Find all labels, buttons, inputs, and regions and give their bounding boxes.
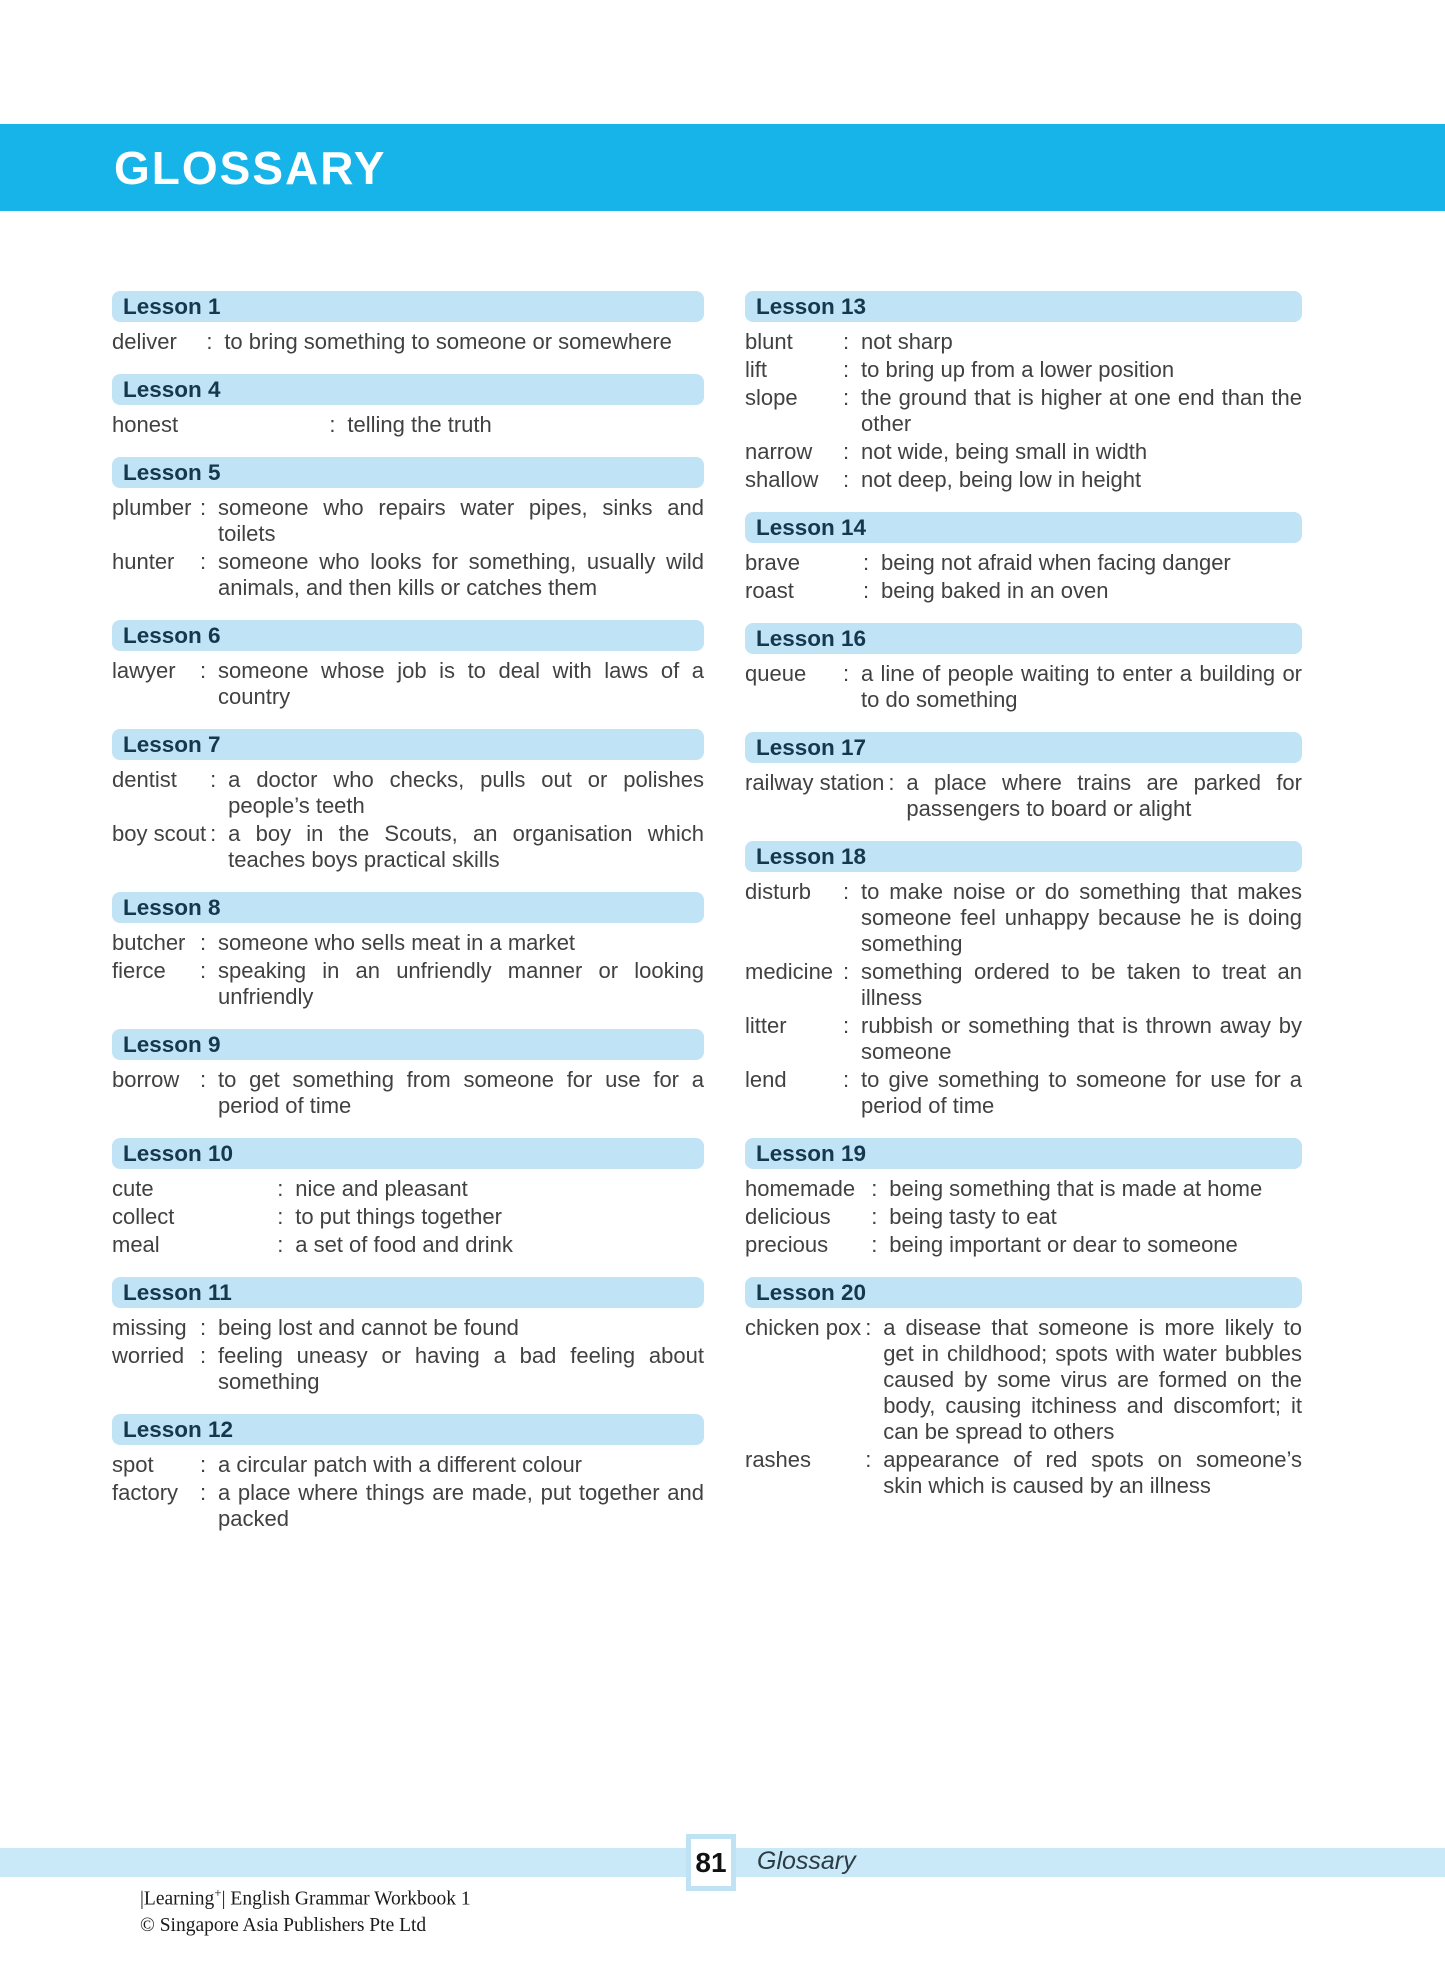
- entry-term-text: butcher: [112, 930, 186, 955]
- entry-definition: someone who repairs water pipes, sinks and toilets: [218, 495, 704, 546]
- glossary-entry: [112, 821, 704, 875]
- glossary-entry: [112, 1204, 704, 1232]
- entry-term: [745, 550, 863, 578]
- lesson-title: Lesson 6: [123, 622, 221, 648]
- entry-colon: :: [888, 770, 895, 795]
- lesson-section: [745, 732, 1302, 824]
- entry-term: [112, 1315, 200, 1343]
- entry-term: [112, 658, 200, 712]
- lesson-header-bar: [745, 841, 1302, 872]
- lesson-header-bar: [745, 623, 1302, 654]
- lesson-header-bar: [112, 457, 704, 488]
- glossary-entry: [112, 658, 704, 712]
- entry-colon: :: [843, 385, 850, 410]
- lesson-section: [112, 1414, 704, 1534]
- entry-definition: a circular patch with a different colour: [218, 1452, 582, 1477]
- entry-term-text: narrow: [745, 439, 813, 464]
- glossary-entry: [745, 1315, 1302, 1447]
- lesson-header-bar: [745, 291, 1302, 322]
- entry-term: [112, 1176, 277, 1204]
- lesson-entries: [745, 770, 1302, 824]
- entry-term: [745, 770, 888, 824]
- entry-term-text: hunter: [112, 549, 175, 574]
- entry-term-text: homemade: [745, 1176, 856, 1201]
- entry-colon: :: [200, 1480, 207, 1505]
- entry-term-text: brave: [745, 550, 801, 575]
- lesson-entries: [745, 329, 1302, 495]
- lesson-header-bar: [112, 729, 704, 760]
- entry-colon: :: [843, 661, 850, 686]
- entry-colon: :: [843, 467, 850, 492]
- entry-term-text: delicious: [745, 1204, 831, 1229]
- entry-term: [112, 1067, 200, 1121]
- lesson-title: Lesson 4: [123, 376, 221, 402]
- entry-colon: :: [206, 329, 213, 354]
- lesson-section: [745, 1138, 1302, 1260]
- entry-term-text: worried: [112, 1343, 185, 1368]
- entry-term: [745, 1013, 843, 1067]
- entry-term: [745, 1204, 871, 1232]
- entry-definition: to put things together: [295, 1204, 502, 1229]
- imprint-line1: [140, 1880, 471, 1913]
- lesson-section: [112, 729, 704, 875]
- entry-definition: to bring up from a lower position: [861, 357, 1175, 382]
- glossary-entry: [112, 1232, 704, 1260]
- lesson-entries: [112, 930, 704, 1012]
- entry-colon: :: [200, 930, 207, 955]
- entry-term-text: factory: [112, 1480, 179, 1505]
- entry-definition: being not afraid when facing danger: [880, 550, 1231, 575]
- entry-term-text: blunt: [745, 329, 793, 354]
- entry-definition: to give something to someone for use for a period of time: [861, 1067, 1302, 1118]
- entry-term: [745, 879, 843, 959]
- glossary-entry: [112, 1480, 704, 1534]
- entry-colon: :: [865, 1447, 872, 1472]
- glossary-entry: [745, 357, 1302, 385]
- imprint-sup: +: [214, 1885, 222, 1900]
- glossary-entry: [745, 385, 1302, 439]
- entry-term-text: meal: [112, 1232, 160, 1257]
- entry-term: [112, 767, 210, 821]
- entry-definition: someone whose job is to deal with laws of a country: [218, 658, 704, 709]
- lesson-entries: [112, 495, 704, 603]
- lesson-entries: [745, 550, 1302, 606]
- entry-definition: the ground that is higher at one end than the other: [861, 385, 1302, 436]
- entry-term-text: cute: [112, 1176, 154, 1201]
- entry-definition: a line of people waiting to enter a building or to do something: [861, 661, 1302, 712]
- glossary-content: [112, 291, 1302, 1551]
- lesson-section: [112, 291, 704, 357]
- entry-colon: :: [329, 412, 336, 437]
- lesson-section: [745, 623, 1302, 715]
- entry-colon: :: [200, 658, 207, 683]
- entry-term: [745, 1447, 865, 1501]
- glossary-entry: [745, 959, 1302, 1013]
- entry-definition: being baked in an oven: [880, 578, 1109, 603]
- glossary-entry: [112, 1067, 704, 1121]
- entry-definition: a disease that someone is more likely to get in childhood; spots with water bubbles caused by some virus are formed on the body, causing itchiness and discomfort; it can be spread to others: [883, 1315, 1302, 1444]
- glossary-entry: [745, 467, 1302, 495]
- entry-colon: :: [277, 1204, 284, 1229]
- entry-term-text: chicken pox: [745, 1315, 862, 1340]
- glossary-entry: [745, 1232, 1302, 1260]
- entry-colon: :: [843, 439, 850, 464]
- lesson-section: [745, 512, 1302, 606]
- lesson-title: Lesson 14: [756, 514, 867, 540]
- lesson-section: [112, 620, 704, 712]
- lesson-entries: [112, 412, 704, 440]
- lesson-header-bar: [745, 1277, 1302, 1308]
- entry-definition: to make noise or do something that makes someone feel unhappy because he is doing something: [861, 879, 1302, 956]
- footer-section-label: Glossary: [757, 1847, 856, 1875]
- glossary-column-left: [112, 291, 704, 1551]
- lesson-title: Lesson 20: [756, 1279, 867, 1305]
- lesson-section: [112, 1277, 704, 1397]
- entry-definition: to get something from someone for use for a period of time: [218, 1067, 704, 1118]
- entry-term-text: collect: [112, 1204, 175, 1229]
- glossary-entry: [112, 329, 704, 357]
- glossary-entry: [745, 770, 1302, 824]
- glossary-entry: [745, 1176, 1302, 1204]
- glossary-entry: [112, 1343, 704, 1397]
- entry-term-text: spot: [112, 1452, 154, 1477]
- entry-term-text: lend: [745, 1067, 787, 1092]
- lesson-entries: [112, 658, 704, 712]
- entry-term: [745, 1315, 865, 1447]
- entry-definition: someone who sells meat in a market: [218, 930, 576, 955]
- entry-definition: speaking in an unfriendly manner or looking unfriendly: [218, 958, 704, 1009]
- entry-definition: telling the truth: [347, 412, 492, 437]
- lesson-section: [112, 1029, 704, 1121]
- glossary-entry: [112, 1452, 704, 1480]
- lesson-entries: [112, 1176, 704, 1260]
- entry-colon: :: [843, 959, 850, 984]
- entry-term-text: medicine: [745, 959, 834, 984]
- entry-definition: nice and pleasant: [295, 1176, 468, 1201]
- lesson-entries: [112, 767, 704, 875]
- glossary-entry: [745, 879, 1302, 959]
- lesson-header-bar: [112, 1029, 704, 1060]
- entry-colon: :: [277, 1176, 284, 1201]
- entry-term: [745, 467, 843, 495]
- lesson-title: Lesson 1: [123, 293, 221, 319]
- entry-term-text: queue: [745, 661, 807, 686]
- entry-colon: :: [200, 958, 207, 983]
- entry-colon: :: [843, 879, 850, 904]
- imprint-brand: |Learning: [140, 1888, 215, 1910]
- lesson-title: Lesson 9: [123, 1031, 221, 1057]
- entry-term-text: shallow: [745, 467, 819, 492]
- lesson-entries: [745, 661, 1302, 715]
- glossary-entry: [745, 439, 1302, 467]
- entry-term-text: boy scout: [112, 821, 207, 846]
- entry-term-text: honest: [112, 412, 179, 437]
- lesson-header-bar: [112, 1138, 704, 1169]
- entry-term: [745, 578, 863, 606]
- lesson-title: Lesson 12: [123, 1416, 234, 1442]
- page-number-box: [686, 1834, 736, 1891]
- glossary-entry: [112, 1315, 704, 1343]
- glossary-entry: [745, 661, 1302, 715]
- lesson-entries: [112, 1452, 704, 1534]
- entry-colon: :: [871, 1204, 878, 1229]
- lesson-section: [112, 374, 704, 440]
- glossary-entry: [112, 412, 704, 440]
- entry-colon: :: [200, 1315, 207, 1340]
- glossary-entry: [745, 329, 1302, 357]
- page-banner: [0, 124, 1445, 211]
- entry-term: [745, 357, 843, 385]
- entry-term: [112, 1480, 200, 1534]
- page-number: 81: [695, 1846, 727, 1878]
- entry-definition: a place where trains are parked for passengers to board or alight: [906, 770, 1302, 821]
- entry-colon: :: [843, 357, 850, 382]
- lesson-title: Lesson 10: [123, 1140, 234, 1166]
- lesson-section: [745, 291, 1302, 495]
- lesson-header-bar: [112, 291, 704, 322]
- entry-term-text: railway station: [745, 770, 885, 795]
- entry-definition: being something that is made at home: [889, 1176, 1263, 1201]
- lesson-entries: [745, 879, 1302, 1121]
- entry-colon: :: [871, 1232, 878, 1257]
- entry-term-text: dentist: [112, 767, 177, 792]
- entry-definition: to bring something to someone or somewhere: [224, 329, 672, 354]
- lesson-header-bar: [112, 892, 704, 923]
- entry-definition: a doctor who checks, pulls out or polishes people’s teeth: [228, 767, 704, 818]
- entry-term-text: roast: [745, 578, 794, 603]
- entry-definition: not sharp: [861, 329, 953, 354]
- entry-term-text: plumber: [112, 495, 192, 520]
- lesson-title: Lesson 18: [756, 843, 867, 869]
- glossary-entry: [112, 767, 704, 821]
- entry-term-text: missing: [112, 1315, 187, 1340]
- entry-term: [112, 549, 200, 603]
- entry-colon: :: [843, 329, 850, 354]
- entry-term-text: slope: [745, 385, 798, 410]
- entry-term: [112, 958, 200, 1012]
- entry-term-text: rashes: [745, 1447, 812, 1472]
- entry-definition: something ordered to be taken to treat an illness: [861, 959, 1302, 1010]
- entry-definition: rubbish or something that is thrown away by someone: [861, 1013, 1302, 1064]
- glossary-entry: [745, 1067, 1302, 1121]
- entry-colon: :: [277, 1232, 284, 1257]
- lesson-header-bar: [112, 620, 704, 651]
- entry-colon: :: [862, 578, 870, 603]
- entry-term: [112, 1204, 277, 1232]
- entry-term: [112, 1343, 200, 1397]
- entry-term-text: lift: [745, 357, 767, 382]
- glossary-entry: [745, 1447, 1302, 1501]
- lesson-title: Lesson 13: [756, 293, 867, 319]
- glossary-entry: [745, 550, 1302, 578]
- entry-colon: :: [200, 549, 207, 574]
- entry-colon: :: [871, 1176, 878, 1201]
- glossary-entry: [112, 1176, 704, 1204]
- glossary-entry: [745, 1204, 1302, 1232]
- lesson-header-bar: [112, 1414, 704, 1445]
- entry-term-text: fierce: [112, 958, 166, 983]
- entry-colon: :: [843, 1067, 850, 1092]
- entry-term: [745, 1067, 843, 1121]
- lesson-section: [745, 1277, 1302, 1501]
- entry-term: [745, 439, 843, 467]
- entry-term: [745, 329, 843, 357]
- entry-term: [112, 930, 200, 958]
- entry-term-text: litter: [745, 1013, 787, 1038]
- glossary-column-right: [745, 291, 1302, 1518]
- lesson-title: Lesson 17: [756, 734, 867, 760]
- entry-term: [112, 412, 329, 440]
- lesson-title: Lesson 7: [123, 731, 221, 757]
- lesson-section: [112, 457, 704, 603]
- lesson-entries: [745, 1176, 1302, 1260]
- lesson-title: Lesson 5: [123, 459, 221, 485]
- entry-term: [112, 329, 206, 357]
- lesson-header-bar: [745, 1138, 1302, 1169]
- lesson-entries: [745, 1315, 1302, 1501]
- entry-definition: not wide, being small in width: [861, 439, 1148, 464]
- lesson-section: [112, 892, 704, 1012]
- entry-colon: :: [200, 495, 207, 520]
- lesson-title: Lesson 8: [123, 894, 221, 920]
- glossary-entry: [112, 549, 704, 603]
- entry-definition: appearance of red spots on someone’s skin which is caused by an illness: [883, 1447, 1302, 1498]
- entry-term: [112, 495, 200, 549]
- lesson-header-bar: [112, 1277, 704, 1308]
- imprint-book-title: | English Grammar Workbook 1: [221, 1888, 471, 1910]
- entry-colon: :: [200, 1067, 207, 1092]
- entry-colon: :: [862, 550, 870, 575]
- entry-colon: :: [865, 1315, 872, 1340]
- lesson-entries: [112, 1315, 704, 1397]
- lesson-header-bar: [745, 732, 1302, 763]
- lesson-header-bar: [112, 374, 704, 405]
- entry-definition: being lost and cannot be found: [218, 1315, 519, 1340]
- glossary-entry: [112, 495, 704, 549]
- entry-term: [112, 821, 210, 875]
- entry-definition: someone who looks for something, usually wild animals, and then kills or catches them: [218, 549, 704, 600]
- glossary-entry: [112, 958, 704, 1012]
- entry-term: [112, 1232, 277, 1260]
- entry-definition: feeling uneasy or having a bad feeling about something: [218, 1343, 704, 1394]
- entry-term-text: deliver: [112, 329, 177, 354]
- entry-term: [745, 959, 843, 1013]
- lesson-section: [745, 841, 1302, 1121]
- entry-term: [745, 661, 843, 715]
- entry-definition: a set of food and drink: [295, 1232, 513, 1257]
- entry-definition: a place where things are made, put together and packed: [218, 1480, 704, 1531]
- lesson-title: Lesson 16: [756, 625, 867, 651]
- entry-term-text: borrow: [112, 1067, 180, 1092]
- glossary-entry: [112, 930, 704, 958]
- imprint-line2: © Singapore Asia Publishers Pte Ltd: [140, 1914, 427, 1936]
- entry-colon: :: [210, 767, 217, 792]
- entry-colon: :: [843, 1013, 850, 1038]
- entry-term-text: lawyer: [112, 658, 176, 683]
- entry-term-text: disturb: [745, 879, 812, 904]
- lesson-title: Lesson 19: [756, 1140, 867, 1166]
- entry-term: [112, 1452, 200, 1480]
- glossary-entry: [745, 578, 1302, 606]
- lesson-section: [112, 1138, 704, 1260]
- entry-definition: a boy in the Scouts, an organisation which teaches boys practical skills: [228, 821, 704, 872]
- page-title: GLOSSARY: [114, 141, 387, 194]
- lesson-entries: [112, 1067, 704, 1121]
- entry-term: [745, 1176, 871, 1204]
- entry-term: [745, 1232, 871, 1260]
- entry-definition: being tasty to eat: [889, 1204, 1057, 1229]
- entry-colon: :: [200, 1343, 207, 1368]
- entry-definition: being important or dear to someone: [889, 1232, 1238, 1257]
- glossary-entry: [745, 1013, 1302, 1067]
- entry-colon: :: [200, 1452, 207, 1477]
- entry-term: [745, 385, 843, 439]
- entry-definition: not deep, being low in height: [861, 467, 1142, 492]
- lesson-header-bar: [745, 512, 1302, 543]
- imprint: [140, 1880, 471, 1939]
- lesson-entries: [112, 329, 704, 357]
- entry-term-text: precious: [745, 1232, 829, 1257]
- lesson-title: Lesson 11: [123, 1279, 232, 1305]
- entry-colon: :: [210, 821, 217, 846]
